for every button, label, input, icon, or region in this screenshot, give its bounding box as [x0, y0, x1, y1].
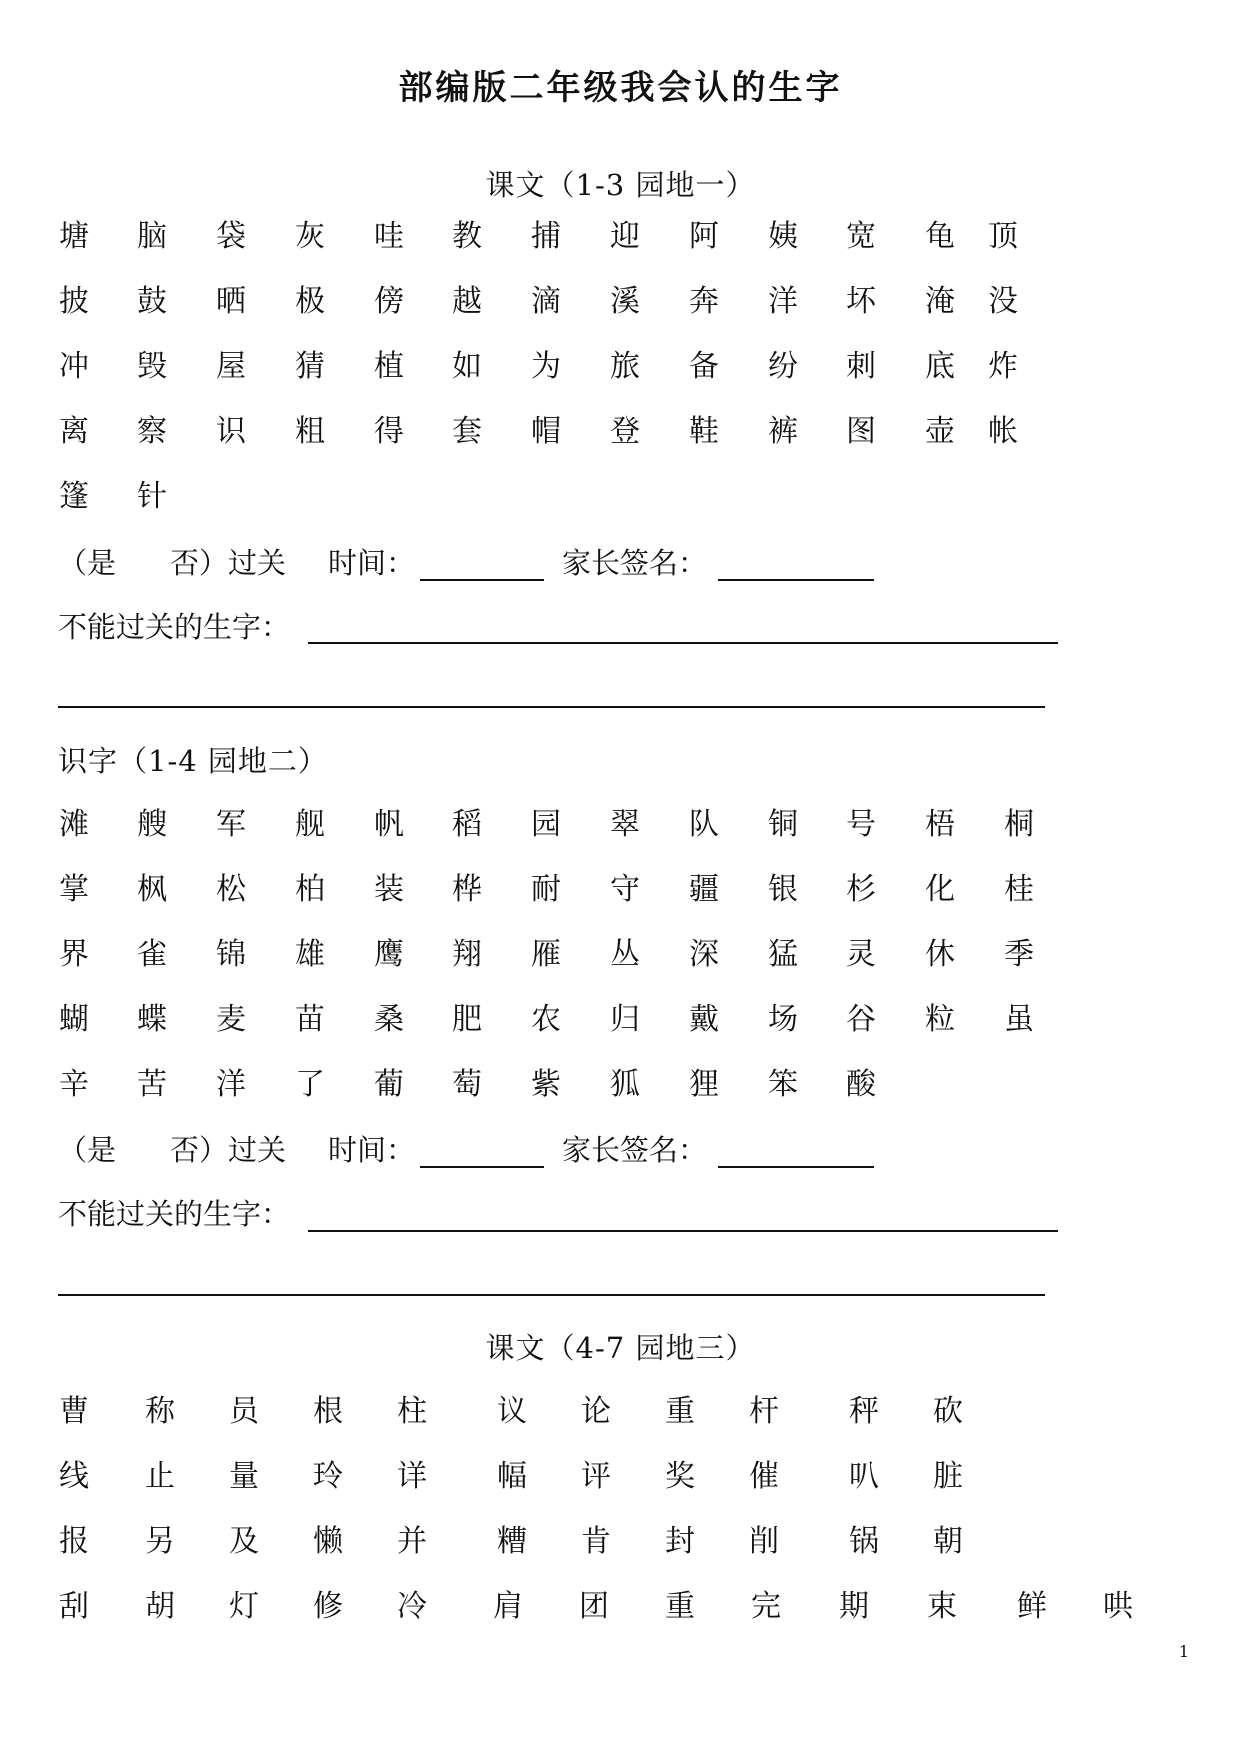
character: 锅 — [849, 1524, 879, 1559]
character: 了 — [295, 1067, 325, 1102]
failed-characters-label: 不能过关的生字： — [58, 610, 291, 644]
character: 滴 — [531, 284, 561, 319]
character-row — [0, 1522, 1241, 1562]
character: 洋 — [768, 284, 798, 319]
character: 肥 — [452, 1002, 482, 1037]
character: 图 — [846, 414, 876, 449]
failed-characters-blank[interactable] — [308, 1230, 1058, 1232]
character: 塘 — [59, 219, 89, 254]
character: 奔 — [689, 284, 719, 319]
pass-mid: 否）过关 — [170, 546, 287, 580]
character: 封 — [665, 1524, 695, 1559]
character: 束 — [927, 1589, 957, 1624]
character: 秤 — [849, 1394, 879, 1429]
character: 灵 — [846, 937, 876, 972]
character: 鼓 — [137, 284, 167, 319]
character: 屋 — [216, 349, 246, 384]
character: 披 — [59, 284, 89, 319]
character: 刮 — [59, 1589, 89, 1624]
character: 团 — [579, 1589, 609, 1624]
character: 胡 — [145, 1589, 175, 1624]
character: 农 — [531, 1002, 561, 1037]
character: 苦 — [137, 1067, 167, 1102]
character: 傍 — [374, 284, 404, 319]
character: 队 — [689, 807, 719, 842]
character: 详 — [397, 1459, 427, 1494]
character: 桦 — [452, 872, 482, 907]
character: 猜 — [295, 349, 325, 384]
character: 裤 — [768, 414, 798, 449]
character: 鞋 — [689, 414, 719, 449]
character: 杉 — [846, 872, 876, 907]
character: 装 — [374, 872, 404, 907]
character: 期 — [839, 1589, 869, 1624]
character: 砍 — [933, 1394, 963, 1429]
character: 深 — [689, 937, 719, 972]
character: 肩 — [493, 1589, 523, 1624]
character: 丛 — [610, 937, 640, 972]
character: 耐 — [531, 872, 561, 907]
character: 晒 — [216, 284, 246, 319]
character: 萄 — [452, 1067, 482, 1102]
character: 稻 — [452, 807, 482, 842]
document-title: 部编版二年级我会认的生字 — [398, 68, 843, 108]
parent-signature-blank[interactable] — [718, 1166, 874, 1168]
character: 麦 — [216, 1002, 246, 1037]
character: 刺 — [846, 349, 876, 384]
character: 溪 — [610, 284, 640, 319]
character: 越 — [452, 284, 482, 319]
character: 蝴 — [59, 1002, 89, 1037]
character: 归 — [610, 1002, 640, 1037]
character: 毁 — [137, 349, 167, 384]
character: 纷 — [768, 349, 798, 384]
character: 龟 — [925, 219, 955, 254]
character-row — [0, 282, 1241, 322]
section-3-heading: 课文（4-7 园地三） — [485, 1331, 756, 1365]
character: 教 — [452, 219, 482, 254]
character: 戴 — [689, 1002, 719, 1037]
character: 猛 — [768, 937, 798, 972]
character: 植 — [374, 349, 404, 384]
character: 懒 — [313, 1524, 343, 1559]
character: 如 — [452, 349, 482, 384]
character: 为 — [531, 349, 561, 384]
character: 鹰 — [374, 937, 404, 972]
character: 桑 — [374, 1002, 404, 1037]
character: 脑 — [137, 219, 167, 254]
character: 完 — [751, 1589, 781, 1624]
character: 量 — [229, 1459, 259, 1494]
failed-characters-blank-2[interactable] — [58, 706, 1045, 708]
character-row — [0, 1000, 1241, 1040]
character: 姨 — [768, 219, 798, 254]
character-row — [0, 412, 1241, 452]
time-blank[interactable] — [420, 579, 544, 581]
character: 洋 — [216, 1067, 246, 1102]
character: 掌 — [59, 872, 89, 907]
character: 杆 — [749, 1394, 779, 1429]
character: 削 — [749, 1524, 779, 1559]
character: 论 — [581, 1394, 611, 1429]
character: 帐 — [988, 414, 1018, 449]
character: 奖 — [665, 1459, 695, 1494]
character: 场 — [768, 1002, 798, 1037]
character: 守 — [610, 872, 640, 907]
character-row — [0, 217, 1241, 257]
character: 套 — [452, 414, 482, 449]
character: 催 — [749, 1459, 779, 1494]
character: 谷 — [846, 1002, 876, 1037]
character: 蝶 — [137, 1002, 167, 1037]
section-1-heading: 课文（1-3 园地一） — [485, 168, 756, 202]
section-2-heading: 识字（1-4 园地二） — [58, 744, 328, 778]
character: 哇 — [374, 219, 404, 254]
character: 疆 — [689, 872, 719, 907]
character: 军 — [216, 807, 246, 842]
character: 酸 — [846, 1067, 876, 1102]
character: 叭 — [849, 1459, 879, 1494]
page-number: 1 — [1178, 1642, 1189, 1661]
character: 艘 — [137, 807, 167, 842]
character: 朝 — [933, 1524, 963, 1559]
character: 季 — [1004, 937, 1034, 972]
character: 阿 — [689, 219, 719, 254]
character: 极 — [295, 284, 325, 319]
character: 灰 — [295, 219, 325, 254]
character: 曹 — [59, 1394, 89, 1429]
pass-mid: 否）过关 — [170, 1133, 287, 1167]
failed-characters-blank-2[interactable] — [58, 1294, 1045, 1296]
character: 识 — [216, 414, 246, 449]
character: 根 — [313, 1394, 343, 1429]
character: 园 — [531, 807, 561, 842]
character: 迎 — [610, 219, 640, 254]
character-row — [0, 1392, 1241, 1432]
character: 帽 — [531, 414, 561, 449]
character: 雄 — [295, 937, 325, 972]
character: 帆 — [374, 807, 404, 842]
character: 另 — [145, 1524, 175, 1559]
character: 炸 — [988, 349, 1018, 384]
character: 报 — [59, 1524, 89, 1559]
character-row — [0, 347, 1241, 387]
pass-prefix: （是 — [58, 546, 117, 580]
character: 铜 — [768, 807, 798, 842]
character: 旅 — [610, 349, 640, 384]
character: 梧 — [925, 807, 955, 842]
character: 休 — [925, 937, 955, 972]
pass-prefix: （是 — [58, 1133, 117, 1167]
character-row — [0, 1457, 1241, 1497]
character: 冷 — [397, 1589, 427, 1624]
character: 虽 — [1004, 1002, 1034, 1037]
character: 坏 — [846, 284, 876, 319]
character: 篷 — [59, 479, 89, 514]
character: 翔 — [452, 937, 482, 972]
parent-signature-label: 家长签名： — [562, 1133, 708, 1167]
failed-characters-label: 不能过关的生字： — [58, 1197, 291, 1231]
character: 及 — [229, 1524, 259, 1559]
character: 没 — [988, 284, 1018, 319]
character: 笨 — [768, 1067, 798, 1102]
character: 桂 — [1004, 872, 1034, 907]
failed-characters-blank[interactable] — [308, 642, 1058, 644]
character: 粒 — [925, 1002, 955, 1037]
character: 舰 — [295, 807, 325, 842]
character: 鲜 — [1017, 1589, 1047, 1624]
character-row — [0, 1587, 1241, 1627]
character: 壶 — [925, 414, 955, 449]
character: 袋 — [216, 219, 246, 254]
character: 葡 — [374, 1067, 404, 1102]
character: 议 — [497, 1394, 527, 1429]
character: 紫 — [531, 1067, 561, 1102]
character: 得 — [374, 414, 404, 449]
character: 评 — [581, 1459, 611, 1494]
character: 锦 — [216, 937, 246, 972]
character: 止 — [145, 1459, 175, 1494]
character: 称 — [145, 1394, 175, 1429]
character: 宽 — [846, 219, 876, 254]
time-label: 时间： — [328, 1133, 416, 1167]
character: 察 — [137, 414, 167, 449]
character: 灯 — [229, 1589, 259, 1624]
character: 化 — [925, 872, 955, 907]
character: 登 — [610, 414, 640, 449]
character: 幅 — [497, 1459, 527, 1494]
character: 肯 — [581, 1524, 611, 1559]
character: 并 — [397, 1524, 427, 1559]
character: 滩 — [59, 807, 89, 842]
character-row — [0, 935, 1241, 975]
character: 糟 — [497, 1524, 527, 1559]
character: 辛 — [59, 1067, 89, 1102]
character: 松 — [216, 872, 246, 907]
character: 哄 — [1103, 1589, 1133, 1624]
character: 备 — [689, 349, 719, 384]
character: 顶 — [988, 219, 1018, 254]
character: 员 — [229, 1394, 259, 1429]
character: 翠 — [610, 807, 640, 842]
character: 枫 — [137, 872, 167, 907]
character: 玲 — [313, 1459, 343, 1494]
character: 脏 — [933, 1459, 963, 1494]
character-row — [0, 1065, 1241, 1105]
character: 狸 — [689, 1067, 719, 1102]
character: 银 — [768, 872, 798, 907]
character: 柏 — [295, 872, 325, 907]
character: 狐 — [610, 1067, 640, 1102]
character: 界 — [59, 937, 89, 972]
character: 粗 — [295, 414, 325, 449]
character: 雀 — [137, 937, 167, 972]
character: 捕 — [531, 219, 561, 254]
character-row — [0, 477, 1241, 517]
character: 冲 — [59, 349, 89, 384]
character: 号 — [846, 807, 876, 842]
character: 针 — [137, 479, 167, 514]
character: 苗 — [295, 1002, 325, 1037]
time-blank[interactable] — [420, 1166, 544, 1168]
character: 离 — [59, 414, 89, 449]
character-row — [0, 805, 1241, 845]
character: 柱 — [397, 1394, 427, 1429]
character-row — [0, 870, 1241, 910]
parent-signature-label: 家长签名： — [562, 546, 708, 580]
character: 底 — [925, 349, 955, 384]
character: 重 — [665, 1394, 695, 1429]
time-label: 时间： — [328, 546, 416, 580]
character: 修 — [313, 1589, 343, 1624]
character: 线 — [59, 1459, 89, 1494]
parent-signature-blank[interactable] — [718, 579, 874, 581]
character: 重 — [665, 1589, 695, 1624]
character: 雁 — [531, 937, 561, 972]
character: 淹 — [925, 284, 955, 319]
character: 桐 — [1004, 807, 1034, 842]
